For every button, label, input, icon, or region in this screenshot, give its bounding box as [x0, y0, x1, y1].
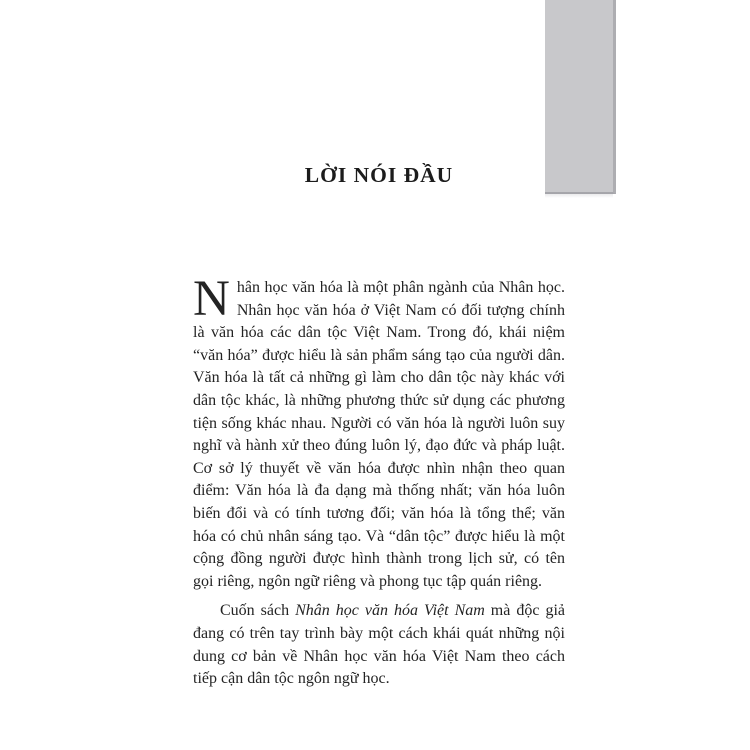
body-text-column [193, 271, 565, 691]
paragraph-intro [193, 271, 565, 593]
paragraph-about-book-prefix: Cuốn sách [220, 602, 296, 620]
paragraph-about-book-suffix: mà độc giả đang có trên tay trình bày một cách khái quát những nội dung cơ bản về Nhân học văn hóa Việt Nam theo cách tiếp cận dân tộc ngôn ngữ học. [193, 602, 565, 688]
paragraph-about-book [193, 600, 565, 690]
dropcap-letter: N [193, 271, 230, 327]
chapter-title: LỜI NÓI ĐẦU [304, 163, 454, 187]
book-title-italic: Nhân học văn hóa Việt Nam [295, 602, 485, 620]
paragraph-intro-text: hân học văn hóa là một phân ngành của Nhân học. Nhân học văn hóa ở Việt Nam có đối tượng chính là văn hóa các dân tộc Việt Nam. Trong đó, khái niệm “văn hóa” được hiểu là sản phẩm sáng tạo của người dân. Văn hóa là tất cả những gì làm cho dân tộc này khác với dân tộc khác, là những phương thức sử dụng các phương tiện sống khác nhau. Người có văn hóa là người luôn suy nghĩ và hành xử theo đúng luôn lý, đạo đức và pháp luật. Cơ sở lý thuyết về văn hóa được nhìn nhận theo quan điểm: Văn hóa là đa dạng mà thống nhất; văn hóa luôn biến đổi và có tính tương đối; văn hóa là tổng thể; văn hóa có chủ nhân sáng tạo. Và “dân tộc” được hiểu là một cộng đồng người được hình thành trong lịch sử, có tên gọi riêng, ngôn ngữ riêng và phong tục tập quán riêng. [193, 279, 565, 590]
